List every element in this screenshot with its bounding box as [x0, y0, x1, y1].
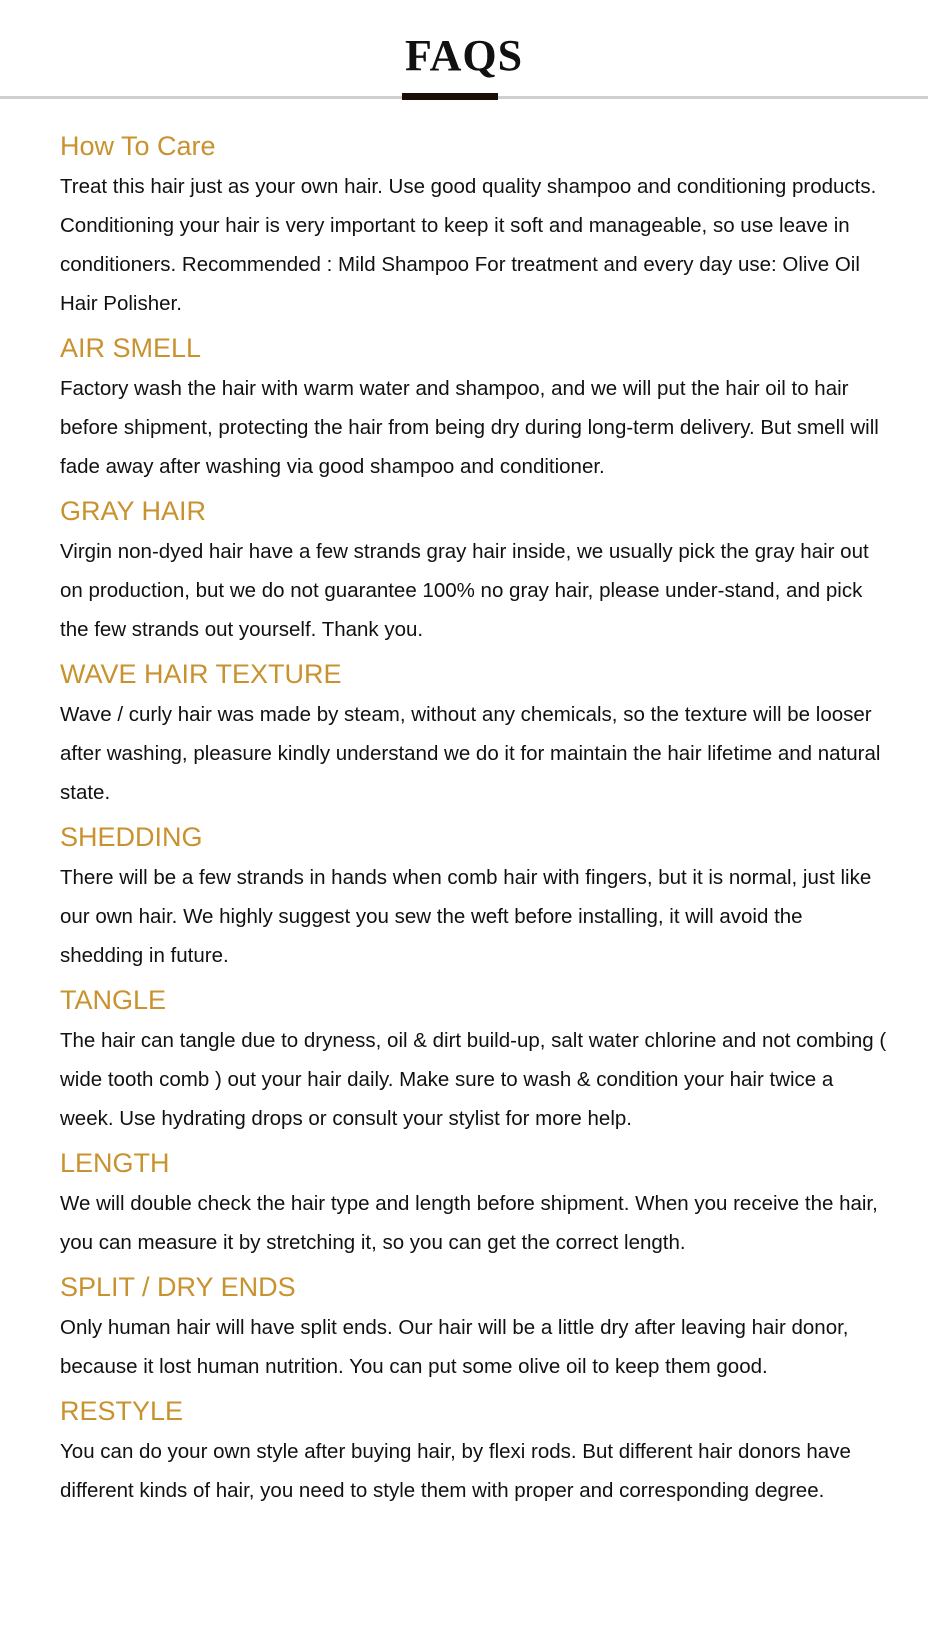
faq-list [60, 128, 890, 1517]
page-title: FAQS [404, 31, 524, 80]
faq-heading: SHEDDING [60, 822, 203, 852]
faq-heading: SPLIT / DRY ENDS [60, 1272, 296, 1302]
faq-answer: Wave / curly hair was made by steam, without any chemicals, so the texture will be looser after washing, pleasure kindly understand we do it for maintain the hair lifetime and natural state. [60, 703, 881, 804]
faq-item-wave-hair-texture [60, 656, 890, 812]
faq-answer: The hair can tangle due to dryness, oil & dirt build-up, salt water chlorine and not combing ( wide tooth comb ) out your hair daily. Make sure to wash & condition your hair twice a week. Use hydrating drops or consult your stylist for more help. [60, 1029, 887, 1130]
faq-item-restyle [60, 1393, 890, 1510]
faq-answer: Only human hair will have split ends. Our hair will be a little dry after leaving hair donor, because it lost human nutrition. You can put some olive oil to keep them good. [60, 1316, 849, 1378]
faq-item-gray-hair [60, 493, 890, 649]
faq-heading: LENGTH [60, 1148, 170, 1178]
faq-item-shedding [60, 819, 890, 975]
faq-heading: GRAY HAIR [60, 496, 207, 526]
faq-heading: TANGLE [60, 985, 167, 1015]
faq-heading: How To Care [60, 131, 216, 161]
faq-answer: There will be a few strands in hands when comb hair with fingers, but it is normal, just like our own hair. We highly suggest you sew the weft before installing, it will avoid the shedding in future. [60, 866, 872, 967]
faq-heading: AIR SMELL [60, 333, 202, 363]
faq-item-split-dry-ends [60, 1269, 890, 1386]
faq-answer: We will double check the hair type and length before shipment. When you receive the hair, you can measure it by stretching it, so you can get the correct length. [60, 1192, 878, 1254]
faq-answer: Factory wash the hair with warm water and shampoo, and we will put the hair oil to hair before shipment, protecting the hair from being dry during long-term delivery. But smell will fade away after washing via good shampoo and conditioner. [60, 377, 879, 478]
faq-answer: You can do your own style after buying hair, by flexi rods. But different hair donors have different kinds of hair, you need to style them with proper and corresponding degree. [60, 1440, 851, 1502]
faq-item-how-to-care [60, 128, 890, 323]
faq-heading: WAVE HAIR TEXTURE [60, 659, 342, 689]
faq-item-tangle [60, 982, 890, 1138]
faq-item-length [60, 1145, 890, 1262]
faq-answer: Virgin non-dyed hair have a few strands gray hair inside, we usually pick the gray hair out on production, but we do not guarantee 100% no gray hair, please under-stand, and pick the few strands out yourself. Thank you. [60, 540, 869, 641]
faq-answer: Treat this hair just as your own hair. Use good quality shampoo and conditioning products. Conditioning your hair is very important to keep it soft and manageable, so use leave in conditioners. Recommended : Mild Shampoo For treatment and every day use: Olive Oil Hair Polisher. [60, 175, 877, 315]
faq-item-air-smell [60, 330, 890, 486]
page-header [0, 0, 928, 110]
faq-heading: RESTYLE [60, 1396, 184, 1426]
header-divider-accent [402, 93, 498, 100]
